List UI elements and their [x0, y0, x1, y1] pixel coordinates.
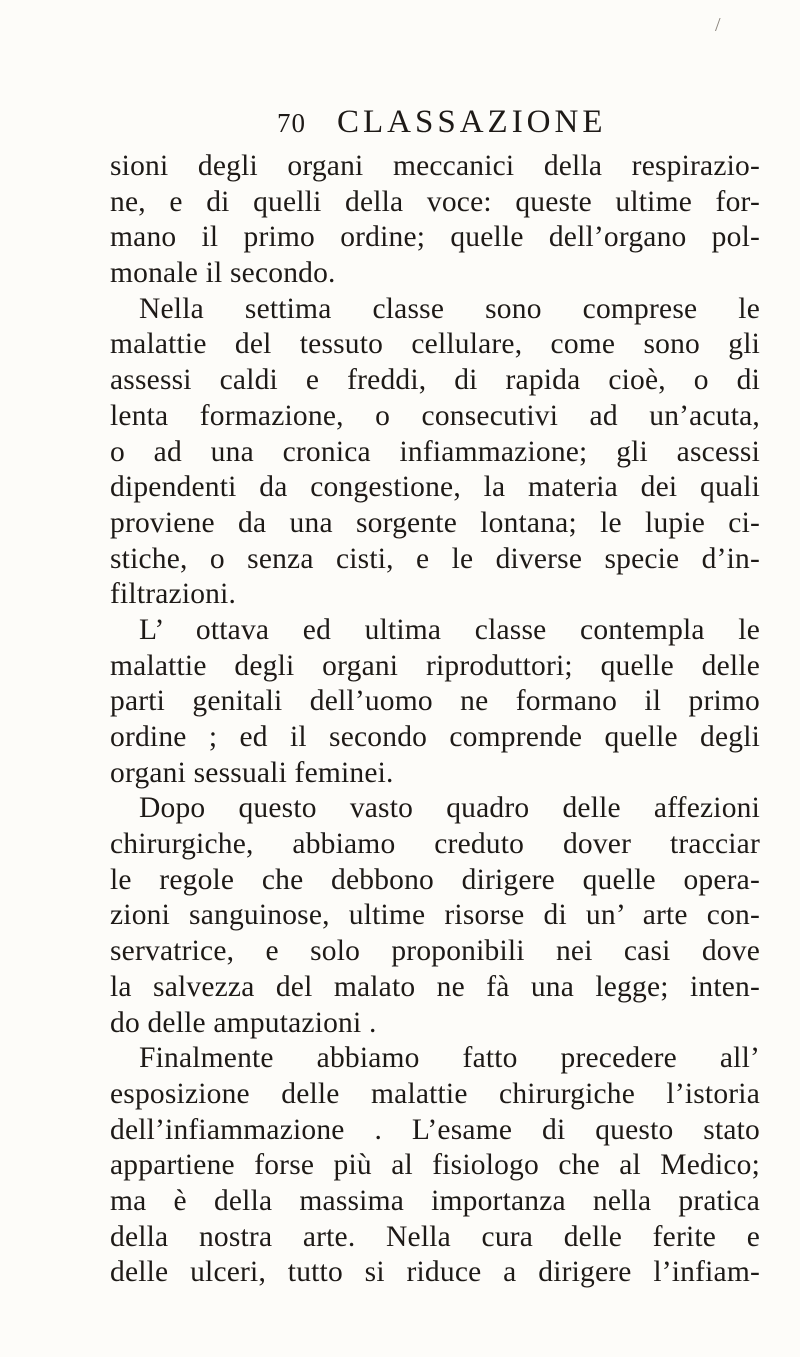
text-line: ordine ; ed il secondo comprende quelle degli — [110, 721, 760, 753]
text-line: proviene da una sorgente lontana; le lupie ci- — [110, 506, 760, 539]
text-line: dell’infiammazione . L’esame di questo stato — [110, 1113, 760, 1146]
text-line: ne, e di quelli della voce: queste ultime for- — [110, 185, 760, 218]
stray-mark: / — [715, 14, 721, 36]
text-line: o ad una cronica infiammazione; gli ascessi — [110, 435, 760, 468]
text-line: malattie del tessuto cellulare, come sono gli — [110, 328, 760, 361]
text-line: zioni sanguinose, ultime risorse di un’ arte con- — [110, 899, 760, 932]
text-line: delle ulceri, tutto si riduce a dirigere l’infiam- — [110, 1256, 760, 1289]
text-line: dipendenti da congestione, la materia dei quali — [110, 471, 760, 504]
text-line: parti genitali dell’uomo ne formano il primo — [110, 685, 760, 718]
page-number: 70 — [277, 108, 306, 138]
text-line: la salvezza del malato ne fà una legge; inten- — [110, 970, 760, 1003]
text-line: lenta formazione, o consecutivi ad un’acuta, — [110, 399, 760, 432]
text-line: filtrazioni. — [110, 578, 237, 611]
text-line: ma è della massima importanza nella pratica — [110, 1184, 760, 1217]
text-line: appartiene forse più al fisiologo che al Medico; — [110, 1149, 760, 1182]
running-title: CLASSAZIONE — [337, 104, 607, 140]
text-line: L’ ottava ed ultima classe contempla le — [139, 613, 760, 646]
text-line: monale il secondo. — [110, 257, 336, 290]
text-line: sioni degli organi meccanici della respirazio- — [110, 150, 760, 182]
text-line: stiche, o senza cisti, e le diverse specie d’in- — [110, 542, 760, 575]
text-line: servatrice, e solo proponibili nei casi dove — [110, 935, 760, 968]
text-line: assessi caldi e freddi, di rapida cioè, o di — [110, 364, 760, 397]
text-line: malattie degli organi riproduttori; quelle delle — [110, 649, 760, 682]
text-line: Nella settima classe sono comprese le — [139, 292, 760, 325]
text-line: organi sessuali feminei. — [110, 756, 394, 789]
text-line: esposizione delle malattie chirurgiche l’istoria — [110, 1077, 760, 1110]
running-head — [0, 102, 800, 150]
text-line: mano il primo ordine; quelle dell’organo pol- — [110, 221, 760, 254]
text-line: do delle amputazioni . — [110, 1006, 377, 1039]
text-line: chirurgiche, abbiamo creduto dover tracciar — [110, 828, 760, 861]
text-line: della nostra arte. Nella cura delle ferite e — [110, 1220, 760, 1253]
text-line: Dopo questo vasto quadro delle affezioni — [139, 792, 760, 825]
text-line: Finalmente abbiamo fatto precedere all’ — [139, 1042, 760, 1075]
body-text — [110, 149, 760, 1291]
text-line: le regole che debbono dirigere quelle opera- — [110, 863, 760, 896]
